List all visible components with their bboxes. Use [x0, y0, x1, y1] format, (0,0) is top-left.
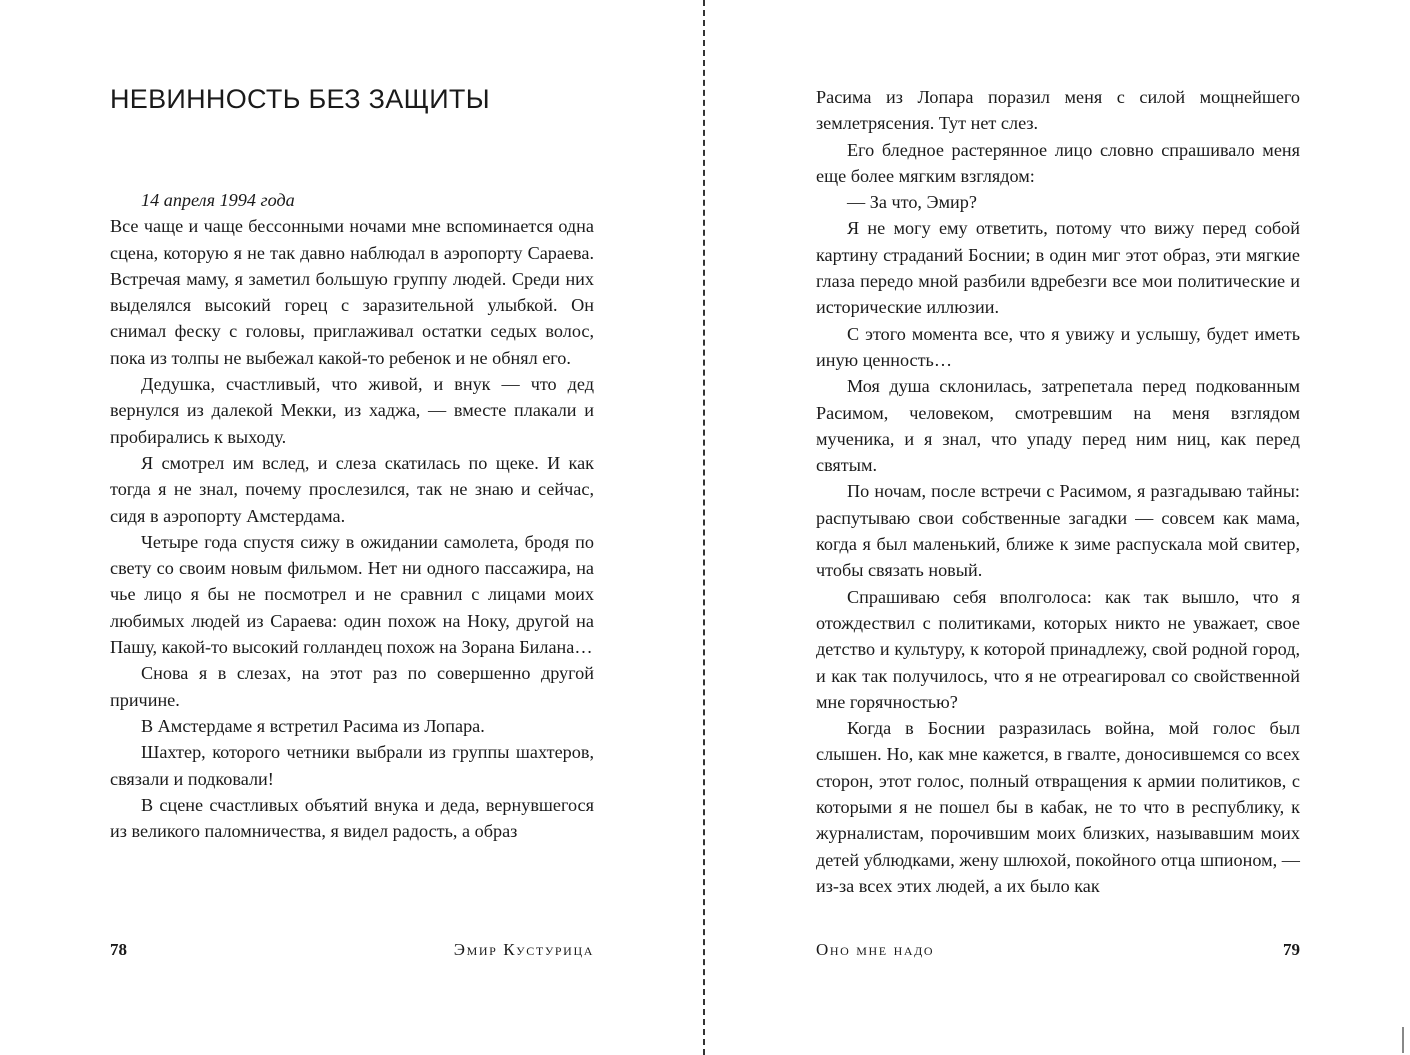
left-footer [110, 938, 594, 962]
right-footer [816, 938, 1300, 962]
page-number: 78 [110, 940, 127, 959]
paragraph: Когда в Боснии разразилась война, мой голос был слышен. Но, как мне кажется, в гвалте, доносившемся со всех сторон, этот голос, полный отвращения к армии политиков, с которыми я не пошел бы в кабак, не то что в республику, к журналистам, порочившим моих близких, называвшим моих детей ублюдками, жену шлюхой, покойного отца шпионом, — из-за всех этих людей, а их было как [816, 718, 1300, 896]
paragraph: Расима из Лопара поразил меня с силой мощнейшего землетрясения. Тут нет слез. [816, 87, 1300, 134]
paragraph: Все чаще и чаще бессонными ночами мне вспоминается одна сцена, которую я не так давно наблюдал в аэропорту Сараева. Встречая маму, я заметил большую группу людей. Среди них выделялся высокий горец с заразительной улыбкой. Он снимал феску с головы, приглаживал остатки седых волос, пока из толпы не выбежал какой-то ребенок и не обнял его. [110, 216, 594, 368]
paragraph: С этого момента все, что я увижу и услышу, будет иметь иную ценность… [816, 323, 1300, 370]
running-head-title: Оно мне надо [816, 940, 935, 959]
page-gutter-divider [703, 0, 705, 1055]
running-head-author: Эмир Кустурица [453, 940, 594, 959]
paragraph: Я смотрел им вслед, и слеза скатилась по щеке. И как тогда я не знал, почему прослезился, так не знаю и сейчас, сидя в аэропорту Амстердама. [110, 452, 594, 526]
entry-date: 14 апреля 1994 года [141, 190, 295, 210]
paragraph: По ночам, после встречи с Расимом, я разгадываю тайны: распутываю свои собственные загадки — совсем как мама, когда я был маленький, ближе к зиме распускала мой свитер, чтобы связать новый. [816, 481, 1300, 581]
paragraph: Снова я в слезах, на этот раз по совершенно другой причине. [110, 663, 594, 710]
paragraph: В сцене счастливых объятий внука и деда, вернувшегося из великого паломничества, я видел радость, а образ [110, 794, 594, 842]
paragraph: Я не могу ему ответить, потому что вижу перед собой картину страданий Боснии; в один миг этот образ, эти мягкие глаза передо мной разбили вдребезги все мои политические и исторические иллюзии. [816, 218, 1300, 318]
paragraph: В Амстердаме я встретил Расима из Лопара. [141, 715, 485, 736]
paragraph: Шахтер, которого четники выбрали из группы шахтеров, связали и подковали! [110, 742, 594, 789]
chapter-title: НЕВИННОСТЬ БЕЗ ЗАЩИТЫ [110, 84, 490, 114]
left-page-text [110, 187, 594, 844]
paragraph: Моя душа склонилась, затрепетала перед подкованным Расимом, человеком, смотревшим на меня взглядом мученика, и я знал, что упаду перед ним ниц, как перед святым. [816, 376, 1300, 476]
paragraph: Четыре года спустя сижу в ожидании самолета, бродя по свету со своим новым фильмом. Нет ни одного пассажира, на чье лицо я бы не посмотрел и не сравнил с лицами моих любимых людей из Сараева: один похож на Ноку, другой на Пашу, какой-то высокий голландец похож на Зорана Билана… [110, 531, 594, 658]
paragraph: Его бледное растерянное лицо словно спрашивало меня еще более мягким взглядом: [816, 139, 1300, 186]
paragraph: Дедушка, счастливый, что живой, и внук — что дед вернулся из далекой Мекки, из хаджа, — вместе плакали и пробирались к выходу. [110, 374, 594, 447]
left-page [0, 0, 704, 1055]
paragraph: Спрашиваю себя вполголоса: как так вышло, что я отождествил с политиками, которых никто не уважает, свое детство и культуру, к которой принадлежу, свой родной город, и как так получилось, что я не отреагировал со свойственной мне горячностью? [816, 586, 1300, 712]
crop-mark [1402, 1027, 1404, 1053]
right-page [706, 0, 1410, 1055]
paragraph: — За что, Эмир? [847, 192, 977, 213]
right-page-text [816, 84, 1300, 899]
page-number: 79 [1283, 940, 1300, 959]
